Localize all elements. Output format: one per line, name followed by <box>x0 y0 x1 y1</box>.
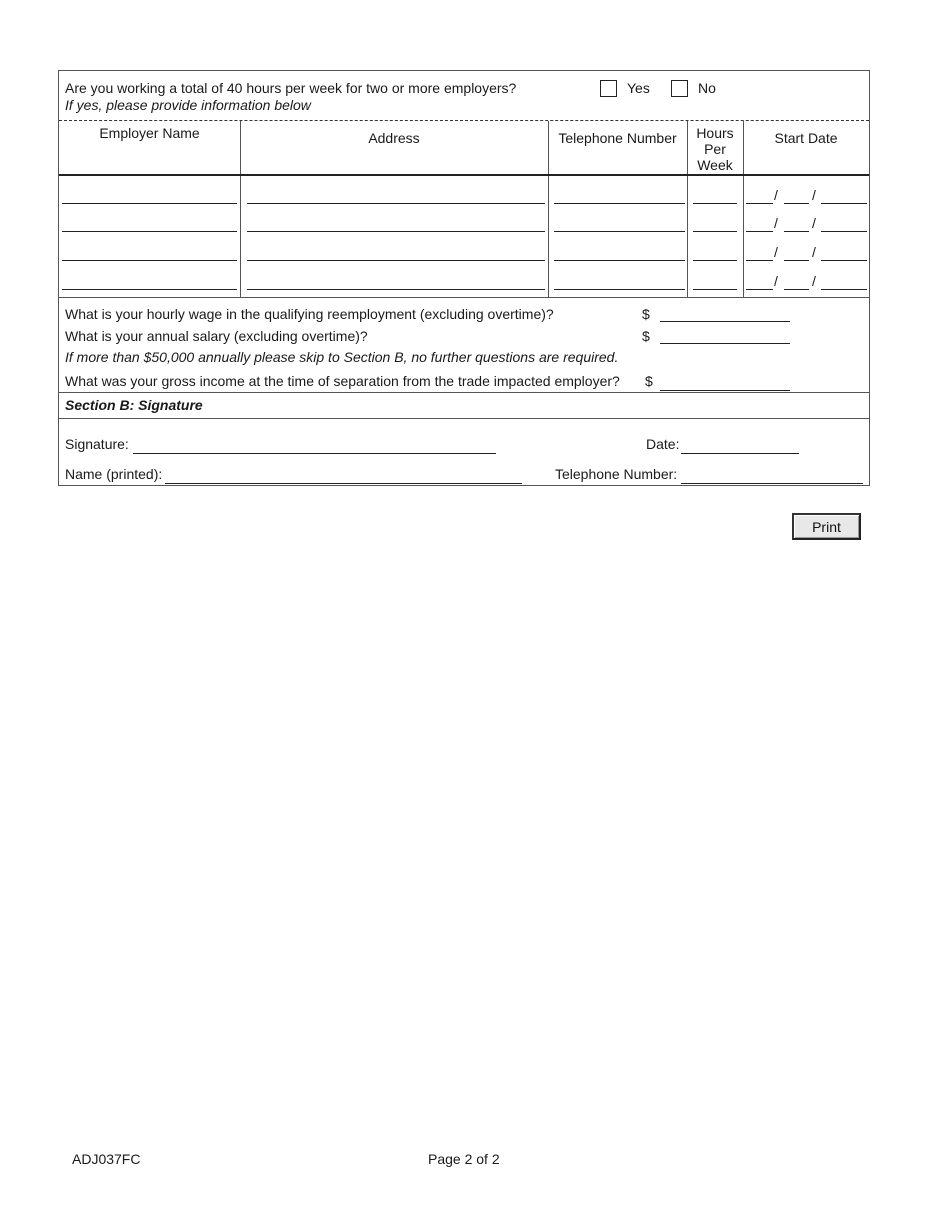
start-day-input[interactable] <box>784 231 809 232</box>
start-month-input[interactable] <box>746 203 773 204</box>
address-input[interactable] <box>247 289 545 290</box>
telephone-input[interactable] <box>554 231 685 232</box>
hourly-wage-question: What is your hourly wage in the qualifying reemployment (excluding overtime)? <box>65 306 554 322</box>
salary-note: If more than $50,000 annually please skip to Section B, no further questions are required. <box>65 349 619 365</box>
date-separator: / <box>774 187 778 203</box>
form-id: ADJ037FC <box>72 1151 141 1167</box>
header-telephone: Telephone Number <box>558 130 677 146</box>
date-separator: / <box>812 244 816 260</box>
dollar-sign: $ <box>642 306 650 322</box>
gross-income-input[interactable] <box>660 390 790 391</box>
gross-income-question: What was your gross income at the time of separation from the trade impacted employer? <box>65 373 620 389</box>
employer-name-input[interactable] <box>62 260 237 261</box>
start-year-input[interactable] <box>821 260 867 261</box>
dashed-divider <box>59 120 869 121</box>
date-separator: / <box>774 244 778 260</box>
start-day-input[interactable] <box>784 203 809 204</box>
header-employer-name: Employer Name <box>99 125 200 141</box>
employer-name-input[interactable] <box>62 231 237 232</box>
name-printed-label: Name (printed): <box>65 466 163 482</box>
page-number: Page 2 of 2 <box>428 1151 500 1167</box>
header-hours-line: Week <box>697 157 733 173</box>
yes-label: Yes <box>627 80 650 96</box>
start-month-input[interactable] <box>746 231 773 232</box>
col-divider <box>743 121 744 297</box>
name-printed-field[interactable] <box>165 483 522 484</box>
date-label: Date: <box>646 436 680 452</box>
telephone-field[interactable] <box>681 483 863 484</box>
start-month-input[interactable] <box>746 260 773 261</box>
dollar-sign: $ <box>642 328 650 344</box>
hourly-wage-input[interactable] <box>660 321 790 322</box>
telephone-label: Telephone Number: <box>555 466 678 482</box>
question-40-hours-note: If yes, please provide information below <box>65 97 311 113</box>
address-input[interactable] <box>247 260 545 261</box>
start-year-input[interactable] <box>821 203 867 204</box>
print-button[interactable]: Print <box>792 513 861 540</box>
section-b-top-line <box>59 392 869 393</box>
header-hours-line: Per <box>704 141 726 157</box>
header-start-date: Start Date <box>774 130 838 146</box>
start-day-input[interactable] <box>784 289 809 290</box>
form-panel <box>58 70 870 486</box>
table-bottom-line <box>59 297 869 298</box>
start-year-input[interactable] <box>821 231 867 232</box>
header-hours-per-week <box>687 125 743 173</box>
section-b-divider <box>59 418 869 419</box>
no-checkbox[interactable] <box>671 80 688 97</box>
date-separator: / <box>812 273 816 289</box>
annual-salary-question: What is your annual salary (excluding overtime)? <box>65 328 368 344</box>
employer-name-input[interactable] <box>62 203 237 204</box>
header-hours-line: Hours <box>696 125 734 141</box>
signature-field[interactable] <box>133 453 496 454</box>
date-field[interactable] <box>681 453 799 454</box>
header-underline <box>59 174 869 176</box>
date-separator: / <box>774 273 778 289</box>
telephone-input[interactable] <box>554 203 685 204</box>
hours-per-week-input[interactable] <box>693 260 737 261</box>
start-day-input[interactable] <box>784 260 809 261</box>
col-divider <box>240 121 241 297</box>
address-input[interactable] <box>247 231 545 232</box>
date-separator: / <box>812 215 816 231</box>
hours-per-week-input[interactable] <box>693 203 737 204</box>
start-month-input[interactable] <box>746 289 773 290</box>
date-separator: / <box>774 215 778 231</box>
address-input[interactable] <box>247 203 545 204</box>
signature-label: Signature: <box>65 436 129 452</box>
no-label: No <box>698 80 716 96</box>
employer-name-input[interactable] <box>62 289 237 290</box>
telephone-input[interactable] <box>554 289 685 290</box>
start-year-input[interactable] <box>821 289 867 290</box>
question-40-hours: Are you working a total of 40 hours per week for two or more employers? <box>65 80 517 96</box>
telephone-input[interactable] <box>554 260 685 261</box>
hours-per-week-input[interactable] <box>693 289 737 290</box>
date-separator: / <box>812 187 816 203</box>
col-divider <box>548 121 549 297</box>
yes-checkbox[interactable] <box>600 80 617 97</box>
annual-salary-input[interactable] <box>660 343 790 344</box>
section-b-title: Section B: Signature <box>65 397 203 413</box>
dollar-sign: $ <box>645 373 653 389</box>
header-address: Address <box>368 130 420 146</box>
hours-per-week-input[interactable] <box>693 231 737 232</box>
